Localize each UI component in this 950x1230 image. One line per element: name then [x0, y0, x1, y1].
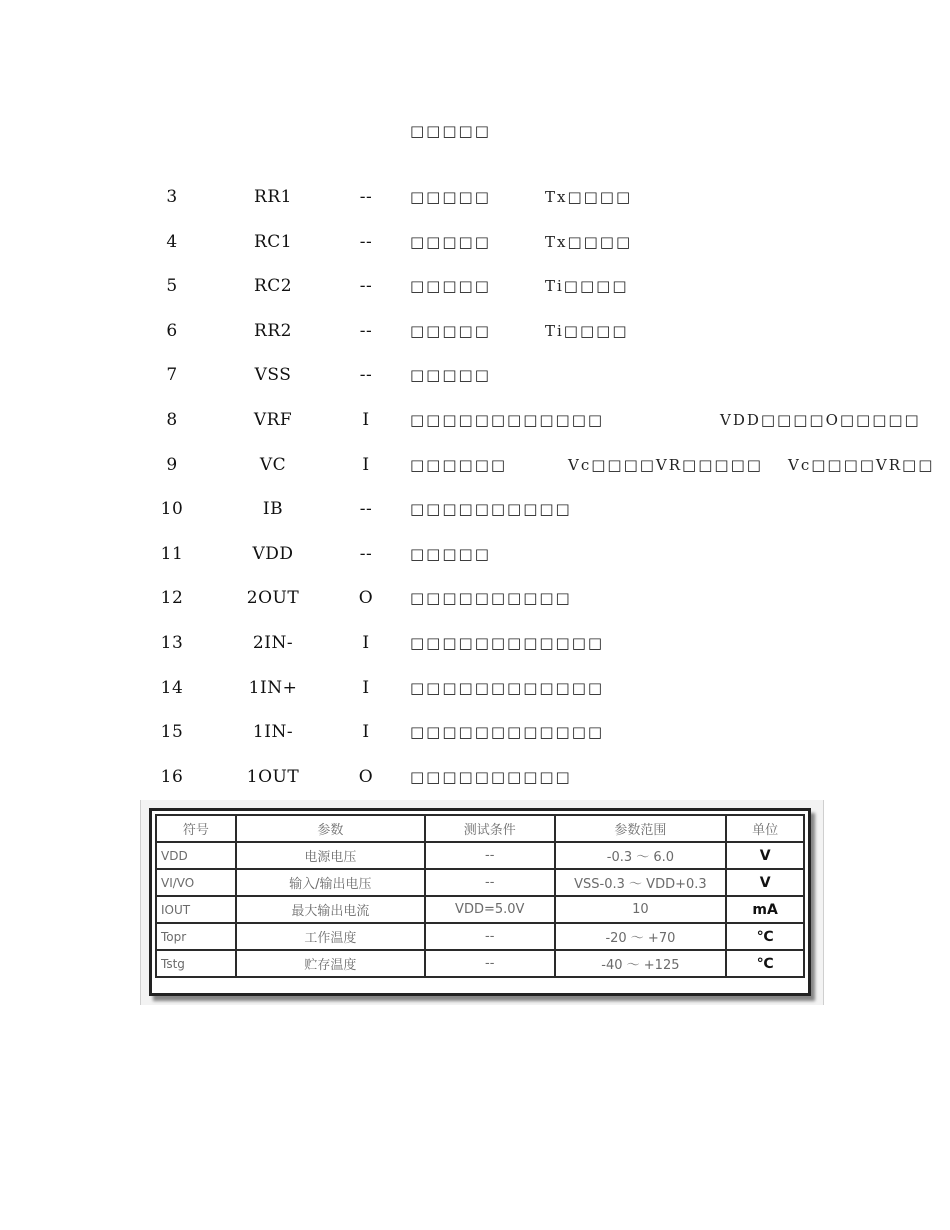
cell-param: 工作温度	[236, 923, 425, 950]
pin-number: 12	[160, 588, 184, 608]
pin-description: □□□□□	[410, 188, 491, 206]
cell-param: 最大输出电流	[236, 896, 425, 923]
cell-unit: ℃	[726, 923, 804, 950]
col-header: 单位	[726, 815, 804, 842]
cell-unit: ℃	[726, 950, 804, 977]
pin-name: RC2	[253, 276, 293, 296]
pin-number: 16	[160, 767, 184, 787]
pin-io: --	[359, 232, 373, 252]
pin-name: 1OUT	[246, 767, 300, 787]
cell-unit: V	[726, 869, 804, 896]
pin-description: □□□□□□	[410, 456, 508, 474]
pin-name: IB	[262, 499, 284, 519]
pin-name: VSS	[254, 365, 292, 385]
pin-description: □□□□□□□□□□□□	[410, 411, 605, 429]
ratings-table	[155, 814, 805, 978]
pin-description: □□□□□	[410, 277, 491, 295]
pin-name: 1IN+	[248, 678, 298, 698]
pin-name: 1IN-	[252, 722, 294, 742]
cell-condition: --	[425, 842, 555, 869]
pin-number: 3	[166, 187, 178, 207]
col-header: 测试条件	[425, 815, 555, 842]
cell-range: 10	[555, 896, 727, 923]
table-row	[156, 896, 804, 923]
pin-number: 10	[160, 499, 184, 519]
table-row	[156, 842, 804, 869]
pin-note: Vc□□□□VR□□	[788, 456, 935, 474]
pin-name: RR1	[254, 187, 292, 207]
pin-io: O	[358, 588, 374, 608]
pin-number: 6	[166, 321, 178, 341]
pin-note: Ti□□□□	[545, 322, 629, 340]
pin-io: I	[362, 633, 370, 653]
cell-symbol: IOUT	[156, 896, 236, 923]
pin-io: --	[359, 365, 373, 385]
cell-condition: --	[425, 923, 555, 950]
pin-description: □□□□□	[410, 366, 491, 384]
pin-description: □□□□□□□□□□□□	[410, 679, 605, 697]
pin-io: --	[359, 276, 373, 296]
pin-description: □□□□□□□□□□	[410, 589, 572, 607]
pin-io: --	[359, 187, 373, 207]
pin-io: O	[358, 767, 374, 787]
pin-io: --	[359, 321, 373, 341]
pin-number: 5	[166, 276, 178, 296]
pin-io: --	[359, 499, 373, 519]
table-row	[156, 950, 804, 977]
cell-range: VSS-0.3 ～ VDD+0.3	[555, 869, 727, 896]
header-line: □□□□□	[410, 122, 491, 140]
pin-name: VDD	[252, 544, 294, 564]
cell-condition: --	[425, 950, 555, 977]
pin-name: RC1	[253, 232, 293, 252]
pin-number: 11	[160, 544, 184, 564]
cell-param: 电源电压	[236, 842, 425, 869]
pin-io: --	[359, 544, 373, 564]
pin-description: □□□□□	[410, 233, 491, 251]
pin-io: I	[362, 722, 370, 742]
pin-description: □□□□□□□□□□	[410, 768, 572, 786]
pin-note: VDD□□□□O□□□□□	[720, 411, 921, 429]
cell-param: 贮存温度	[236, 950, 425, 977]
cell-unit: V	[726, 842, 804, 869]
pin-description: □□□□□□□□□□	[410, 500, 572, 518]
cell-symbol: VI/VO	[156, 869, 236, 896]
pin-io: I	[362, 455, 370, 475]
pin-description: □□□□□	[410, 545, 491, 563]
pin-number: 7	[166, 365, 178, 385]
pin-io: I	[362, 678, 370, 698]
pin-name: 2IN-	[252, 633, 294, 653]
pin-number: 15	[160, 722, 184, 742]
pin-number: 9	[166, 455, 178, 475]
cell-param: 输入/输出电压	[236, 869, 425, 896]
col-header: 参数范围	[555, 815, 727, 842]
pin-number: 14	[160, 678, 184, 698]
cell-condition: --	[425, 869, 555, 896]
pin-note: Tx□□□□	[545, 233, 633, 251]
cell-unit: mA	[726, 896, 804, 923]
table-row	[156, 923, 804, 950]
cell-range: -0.3 ～ 6.0	[555, 842, 727, 869]
cell-symbol: Tstg	[156, 950, 236, 977]
table-row	[156, 869, 804, 896]
table-header-row	[156, 815, 804, 842]
cell-condition: VDD=5.0V	[425, 896, 555, 923]
pin-note: Ti□□□□	[545, 277, 629, 295]
pin-name: 2OUT	[246, 588, 300, 608]
cell-range: -20 ～ +70	[555, 923, 727, 950]
cell-symbol: Topr	[156, 923, 236, 950]
cell-range: -40 ～ +125	[555, 950, 727, 977]
pin-name: RR2	[254, 321, 292, 341]
ratings-table-image	[140, 800, 824, 1005]
cell-symbol: VDD	[156, 842, 236, 869]
pin-note: Vc□□□□VR□□□□□	[568, 456, 763, 474]
pin-io: I	[362, 410, 370, 430]
col-header: 参数	[236, 815, 425, 842]
pin-description: □□□□□	[410, 322, 491, 340]
pin-description: □□□□□□□□□□□□	[410, 634, 605, 652]
ratings-table-frame	[149, 808, 811, 996]
col-header: 符号	[156, 815, 236, 842]
pin-note: Tx□□□□	[545, 188, 633, 206]
pin-number: 13	[160, 633, 184, 653]
pin-name: VRF	[253, 410, 293, 430]
pin-number: 4	[166, 232, 178, 252]
pin-description: □□□□□□□□□□□□	[410, 723, 605, 741]
pin-name: VC	[259, 455, 287, 475]
pin-number: 8	[166, 410, 178, 430]
